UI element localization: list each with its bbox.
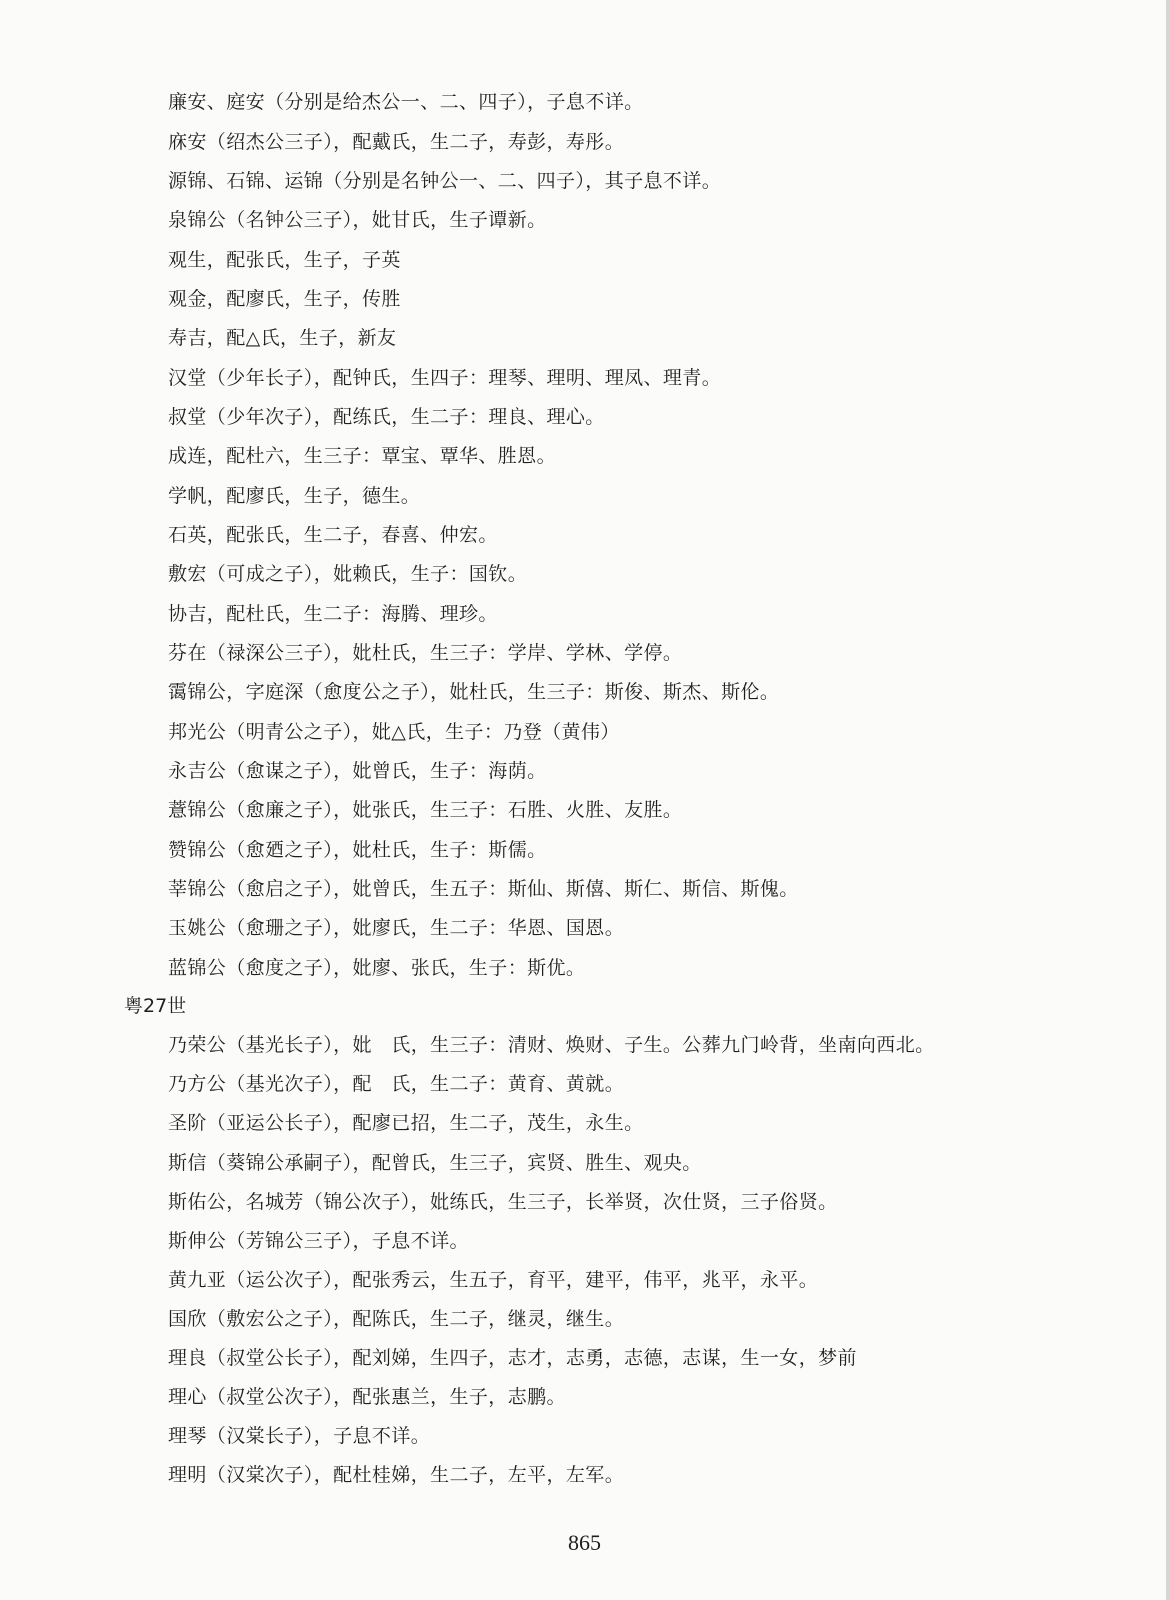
genealogy-line: 邦光公（明青公之子），妣△氏，生子：乃登（黄伟） xyxy=(168,721,620,743)
genealogy-line: 源锦、石锦、运锦（分别是名钟公一、二、四子），其子息不详。 xyxy=(168,170,722,192)
genealogy-line: 理心（叔堂公次子），配张惠兰，生子，志鹏。 xyxy=(168,1386,566,1408)
genealogy-line: 霭锦公，字庭深（愈度公之子），妣杜氏，生三子：斯俊、斯杰、斯伦。 xyxy=(168,681,780,703)
genealogy-line: 赞锦公（愈廼之子），妣杜氏，生子：斯儒。 xyxy=(168,839,547,861)
page-number: 865 xyxy=(568,1530,601,1555)
generation-heading: 粤27世 xyxy=(124,995,187,1017)
genealogy-line: 观金，配廖氏，生子，传胜 xyxy=(168,288,401,310)
genealogy-line: 观生，配张氏，生子，子英 xyxy=(168,249,401,271)
genealogy-line: 永吉公（愈谋之子），妣曾氏，生子：海荫。 xyxy=(168,760,547,782)
genealogy-line: 理琴（汉棠长子），子息不详。 xyxy=(168,1425,431,1447)
genealogy-line: 庥安（绍杰公三子），配戴氏，生二子，寿彭，寿彤。 xyxy=(168,131,625,153)
genealogy-line: 叔堂（少年次子），配练氏，生二子：理良、理心。 xyxy=(168,406,605,428)
genealogy-line: 薏锦公（愈廉之子），妣张氏，生三子：石胜、火胜、友胜。 xyxy=(168,799,683,821)
genealogy-line: 石英，配张氏，生二子，春喜、仲宏。 xyxy=(168,524,498,546)
genealogy-line: 蓝锦公（愈度之子），妣廖、张氏，生子：斯优。 xyxy=(168,957,586,979)
genealogy-line: 乃荣公（基光长子），妣 氏，生三子：清财、焕财、子生。公葬九门岭背，坐南向西北。 xyxy=(168,1034,935,1056)
genealogy-line: 理明（汉棠次子），配杜桂娣，生二子，左平，左军。 xyxy=(168,1464,625,1486)
genealogy-line: 廉安、庭安（分别是给杰公一、二、四子），子息不详。 xyxy=(168,91,644,113)
genealogy-line: 理良（叔堂公长子），配刘娣，生四子，志才，志勇，志德，志谋，生一女，梦前 xyxy=(168,1347,857,1369)
genealogy-line: 学帆，配廖氏，生子，德生。 xyxy=(168,485,421,507)
genealogy-line: 泉锦公（名钟公三子），妣甘氏，生子谭新。 xyxy=(168,209,547,231)
genealogy-line: 斯伸公（芳锦公三子），子息不详。 xyxy=(168,1230,469,1252)
genealogy-line: 莘锦公（愈启之子），妣曾氏，生五子：斯仙、斯僖、斯仁、斯信、斯傀。 xyxy=(168,878,799,900)
genealogy-line: 敷宏（可成之子），妣赖氏，生子：国钦。 xyxy=(168,563,528,585)
genealogy-line: 国欣（敷宏公之子），配陈氏，生二子，继灵，继生。 xyxy=(168,1308,625,1330)
genealogy-line: 玉姚公（愈珊之子），妣廖氏，生二子：华恩、国恩。 xyxy=(168,917,625,939)
genealogy-line: 成连，配杜六，生三子：覃宝、覃华、胜恩。 xyxy=(168,445,557,467)
genealogy-line: 斯佑公，名城芳（锦公次子），妣练氏，生三子，长举贤，次仕贤，三子俗贤。 xyxy=(168,1191,838,1213)
genealogy-line: 斯信（葵锦公承嗣子），配曾氏，生三子，宾贤、胜生、观央。 xyxy=(168,1152,702,1174)
genealogy-line: 芬在（禄深公三子），妣杜氏，生三子：学岸、学林、学停。 xyxy=(168,642,683,664)
genealogy-line: 圣阶（亚运公长子），配廖已招，生二子，茂生，永生。 xyxy=(168,1112,644,1134)
genealogy-line: 乃方公（基光次子），配 氏，生二子：黄育、黄就。 xyxy=(168,1073,625,1095)
genealogy-line: 汉堂（少年长子），配钟氏，生四子：理琴、理明、理凤、理青。 xyxy=(168,367,722,389)
genealogy-line: 黄九亚（运公次子），配张秀云，生五子，育平，建平，伟平，兆平，永平。 xyxy=(168,1269,819,1291)
genealogy-line: 寿吉，配△氏，生子，新友 xyxy=(168,327,397,349)
genealogy-line: 协吉，配杜氏，生二子：海腾、理珍。 xyxy=(168,603,498,625)
